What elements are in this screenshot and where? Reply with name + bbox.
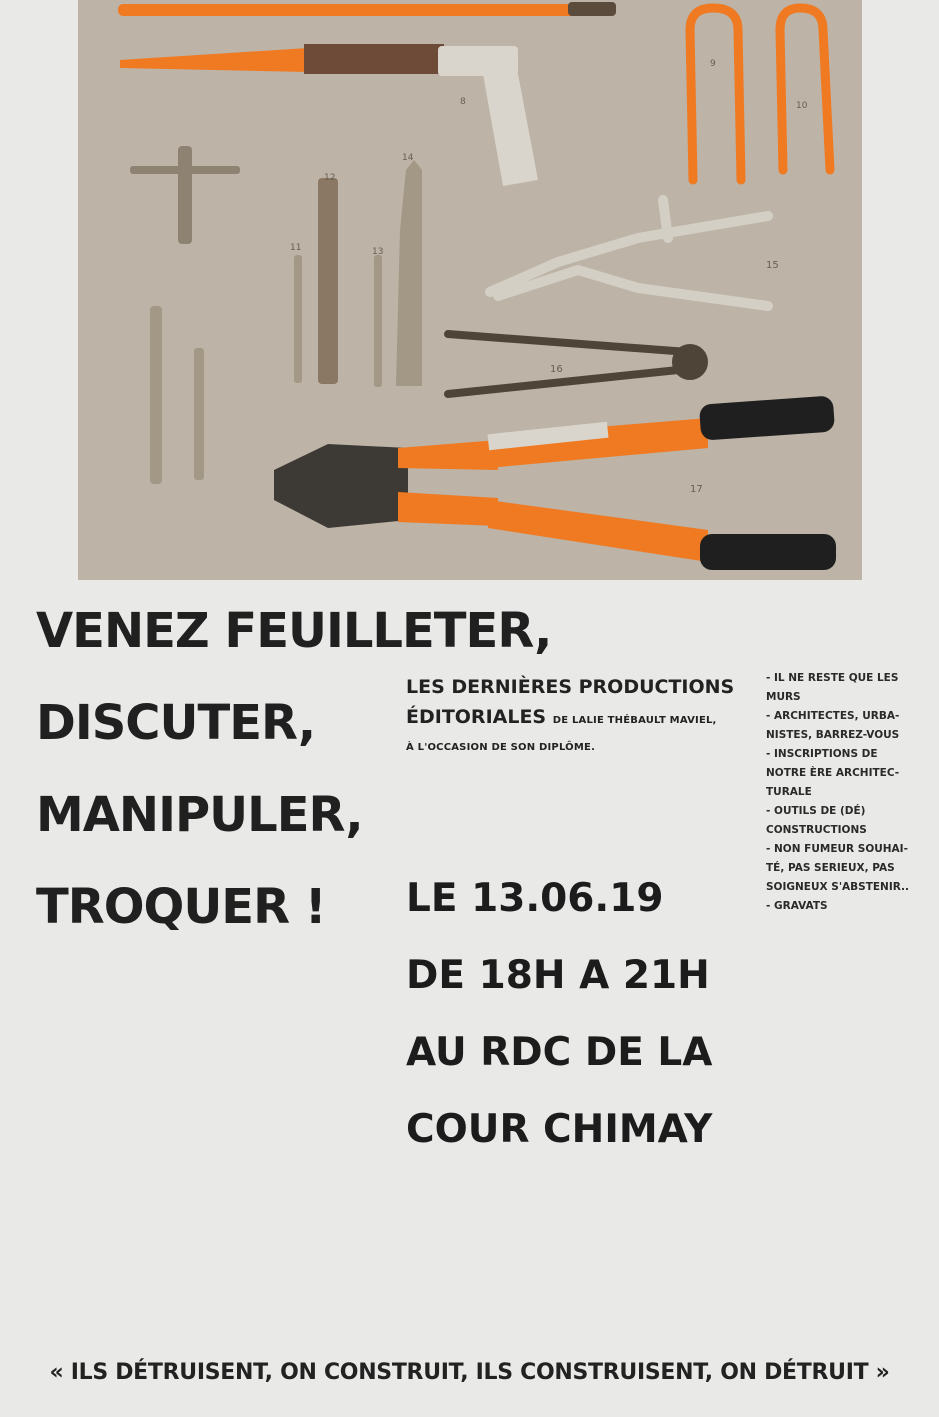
tool-number-10: 10 (796, 101, 808, 111)
side-list-line: SOIGNEUX S'ABSTENIR.. (766, 881, 910, 893)
side-list-line: MURS (766, 691, 801, 703)
event-location-line-2: COUR CHIMAY (406, 1107, 713, 1152)
snips-tool (490, 200, 768, 306)
event-date: LE 13.06.19 (406, 876, 664, 921)
subtitle-editoriales: ÉDITORIALES (406, 706, 547, 728)
author-credit: DE LALIE THÉBAULT MAVIEL, (552, 715, 717, 726)
subtitle-line-2 (406, 702, 766, 736)
side-list-line: - GRAVATS (766, 900, 828, 912)
side-list-line: TÉ, PAS SERIEUX, PAS (766, 862, 895, 874)
tool-number-11: 11 (290, 243, 302, 253)
headline-line: TROQUER ! (36, 879, 326, 935)
closing-quote: « ILS DÉTRUISENT, ON CONSTRUIT, ILS CONSTRUISENT, ON DÉTRUIT » (49, 1360, 890, 1385)
side-list-line: TURALE (766, 786, 812, 798)
event-details (406, 860, 826, 1168)
subtitle-line: LES DERNIÈRES PRODUCTIONS (406, 676, 735, 698)
tool-number-14: 14 (402, 153, 414, 163)
headline-line: DISCUTER, (36, 695, 316, 751)
side-list-line: NISTES, BARREZ-VOUS (766, 729, 900, 741)
tap-wrench-tool (130, 146, 240, 244)
occasion-text: À L'OCCASION DE SON DIPLÔME. (406, 742, 596, 753)
tool-number-16: 16 (550, 364, 563, 375)
side-list-line: CONSTRUCTIONS (766, 824, 867, 836)
side-list-line: - OUTILS DE (DÉ) (766, 805, 866, 817)
tool-number-8: 8 (460, 97, 466, 107)
tool-number-15: 15 (766, 260, 779, 271)
side-list-line: NOTRE ÈRE ARCHITEC- (766, 767, 900, 779)
event-time: DE 18H A 21H (406, 953, 710, 998)
tools-photo (78, 0, 862, 580)
pincers-tool (448, 334, 704, 394)
side-list-line: - NON FUMEUR SOUHAI- (766, 843, 908, 855)
tools-illustration (78, 0, 862, 580)
side-list-line: - ARCHITECTES, URBA- (766, 710, 900, 722)
side-list-line: - IL NE RESTE QUE LES (766, 672, 899, 684)
tool-number-17: 17 (690, 484, 703, 495)
tool-number-13: 13 (372, 247, 384, 257)
headline-line: MANIPULER, (36, 787, 363, 843)
tool-number-12: 12 (324, 173, 336, 183)
tool-number-9: 9 (710, 59, 716, 69)
headline-line: VENEZ FEUILLETER, (36, 603, 552, 659)
event-location-line-1: AU RDC DE LA (406, 1030, 713, 1075)
bolt-cutter-tool (274, 395, 836, 570)
subtitle (406, 672, 766, 758)
side-list-line: - INSCRIPTIONS DE (766, 748, 878, 760)
hammer-handle-tool (118, 2, 616, 16)
orange-tongs-tool (690, 8, 830, 180)
